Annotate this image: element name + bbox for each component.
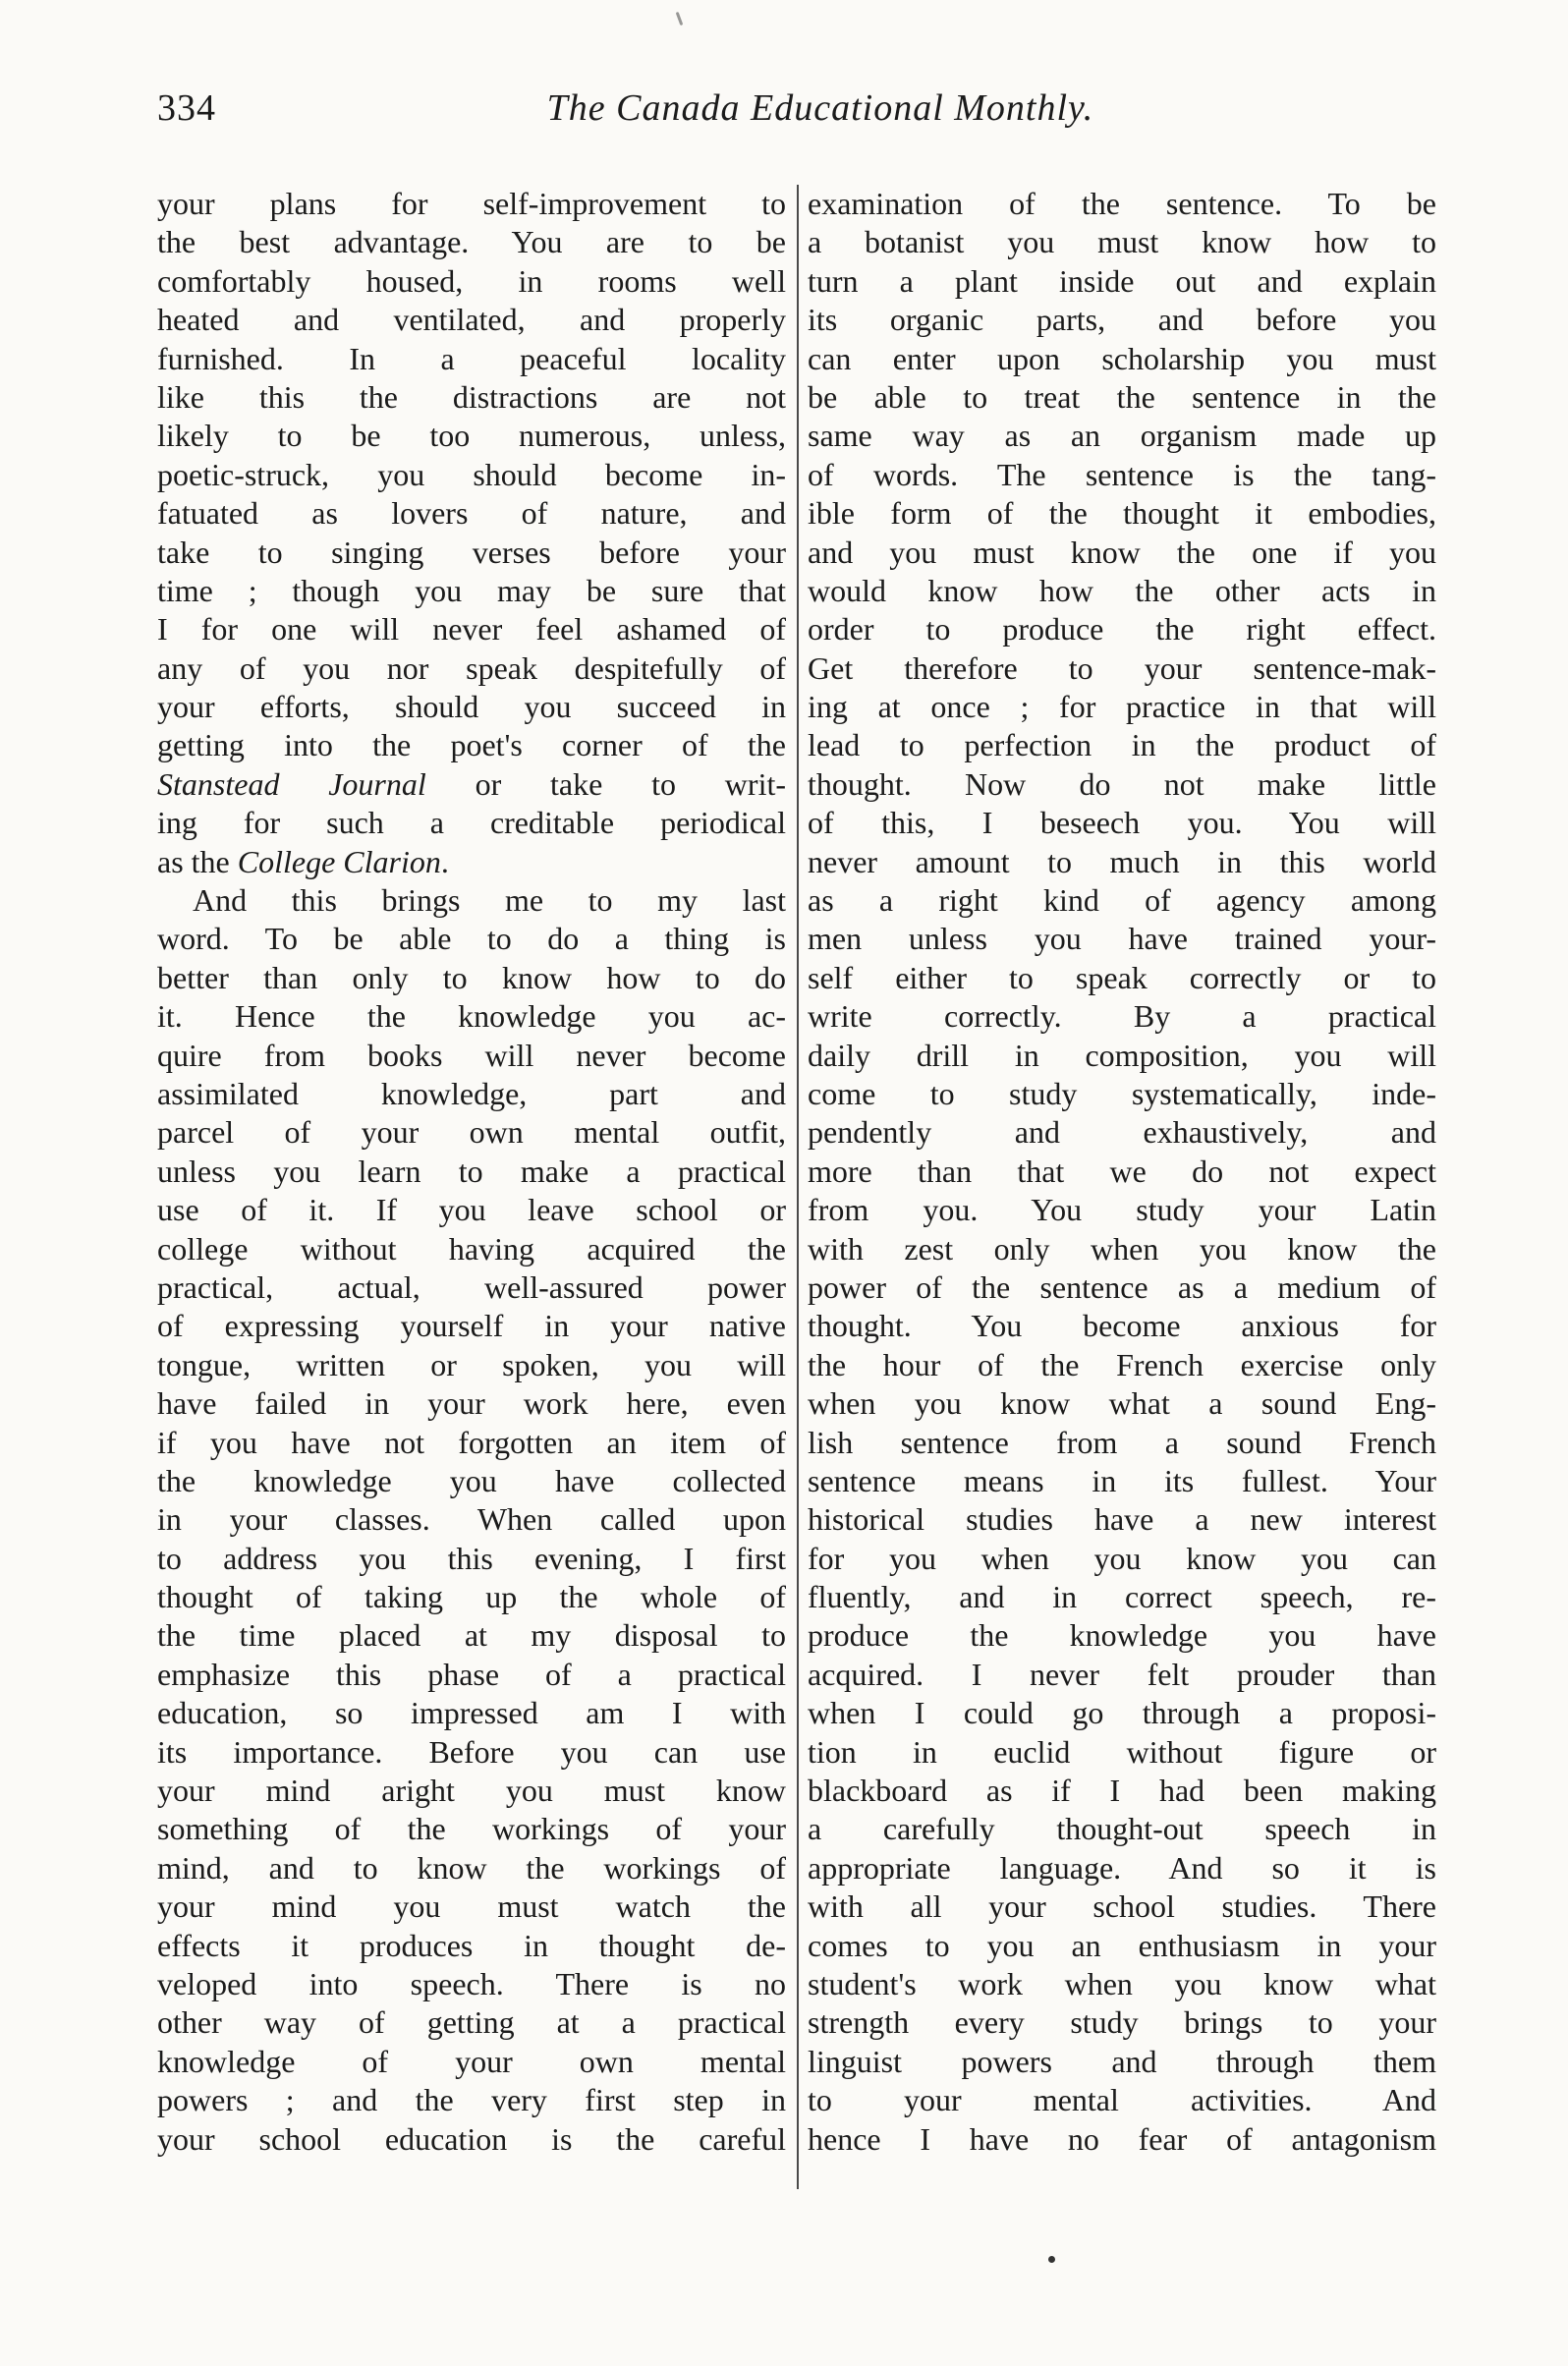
text-line: the knowledge you have collected — [157, 1462, 786, 1498]
text-line: with all your school studies. There — [808, 1888, 1436, 1925]
text-line: daily drill in composition, you will — [808, 1037, 1436, 1073]
text-line: effects it produces in thought de- — [157, 1927, 786, 1963]
text-line-part: or take to writ- — [425, 765, 786, 802]
text-line: the best advantage. You are to be — [157, 224, 786, 260]
text-line: I for one will never feel ashamed of — [157, 611, 786, 648]
text-line: practical, actual, well-assured power — [157, 1268, 786, 1305]
text-line: never amount to much in this world — [808, 843, 1436, 879]
text-line: thought of taking up the whole of — [157, 1579, 786, 1615]
text-line: other way of getting at a practical — [157, 2004, 786, 2041]
text-line: acquired. I never felt prouder than — [808, 1656, 1436, 1692]
text-line: comes to you an enthusiasm in your — [808, 1927, 1436, 1963]
text-line: of words. The sentence is the tang- — [808, 456, 1436, 492]
text-line-part: as the — [157, 843, 238, 879]
scan-speck-bottom — [1048, 2256, 1055, 2263]
text-line — [157, 843, 786, 881]
text-line: same way as an organism made up — [808, 418, 1436, 454]
text-line: assimilated knowledge, part and — [157, 1075, 786, 1111]
text-line: better than only to know how to do — [157, 959, 786, 995]
text-line: your plans for self-improvement to — [157, 186, 786, 221]
text-line: strength every study brings to your — [808, 2004, 1436, 2041]
text-line: with zest only when you know the — [808, 1230, 1436, 1267]
text-line: And this brings me to my last — [193, 882, 786, 919]
text-line: when you know what a sound Eng- — [808, 1385, 1436, 1422]
text-line: furnished. In a peaceful locality — [157, 340, 786, 376]
text-line: it. Hence the knowledge you ac- — [157, 998, 786, 1035]
text-line: a botanist you must know how to — [808, 224, 1436, 260]
text-line: write correctly. By a practical — [808, 998, 1436, 1035]
text-line: emphasize this phase of a practical — [157, 1656, 786, 1692]
text-line: order to produce the right effect. — [808, 611, 1436, 648]
text-line: its organic parts, and before you — [808, 302, 1436, 338]
text-line-part: . — [440, 843, 449, 879]
text-line: ing for such a creditable periodical — [157, 805, 786, 841]
text-line: your mind you must watch the — [157, 1888, 786, 1925]
text-line: in your classes. When called upon — [157, 1501, 786, 1538]
text-line: time ; though you may be sure that — [157, 572, 786, 608]
text-line: getting into the poet's corner of the — [157, 727, 786, 763]
text-line: tongue, written or spoken, you will — [157, 1346, 786, 1382]
text-line: powers ; and the very first step in — [157, 2082, 786, 2118]
text-line: student's work when you know what — [808, 1965, 1436, 2001]
text-line: take to singing verses before your — [157, 534, 786, 570]
text-line: word. To be able to do a thing is — [157, 921, 786, 957]
text-line: your mind aright you must know — [157, 1773, 786, 1809]
text-line: like this the distractions are not — [157, 378, 786, 415]
text-line: thought. You become anxious for — [808, 1308, 1436, 1344]
text-line: thought. Now do not make little — [808, 765, 1436, 802]
text-line: as a right kind of agency among — [808, 882, 1436, 919]
text-line: hence I have no fear of antagonism — [808, 2120, 1436, 2157]
italic-title: College Clarion — [237, 843, 441, 879]
text-line: lead to perfection in the product of — [808, 727, 1436, 763]
text-line: heated and ventilated, and properly — [157, 302, 786, 338]
page-number: 334 — [157, 87, 216, 129]
text-line: your efforts, should you succeed in — [157, 689, 786, 725]
text-line: to address you this evening, I first — [157, 1540, 786, 1576]
column-rule — [797, 185, 799, 2189]
text-line: for you when you know you can — [808, 1540, 1436, 1576]
text-line: pendently and exhaustively, and — [808, 1114, 1436, 1151]
text-line: veloped into speech. There is no — [157, 1965, 786, 2001]
text-line: likely to be too numerous, unless, — [157, 418, 786, 454]
text-line: its importance. Before you can use — [157, 1733, 786, 1770]
text-line: something of the workings of your — [157, 1811, 786, 1847]
text-line: ing at once ; for practice in that will — [808, 689, 1436, 725]
text-line: of expressing yourself in your native — [157, 1308, 786, 1344]
text-line: blackboard as if I had been making — [808, 1773, 1436, 1809]
page-header — [157, 86, 1425, 145]
text-line: historical studies have a new interest — [808, 1501, 1436, 1538]
text-line: come to study systematically, inde- — [808, 1075, 1436, 1111]
text-line: sentence means in its fullest. Your — [808, 1462, 1436, 1498]
text-line: lish sentence from a sound French — [808, 1424, 1436, 1460]
text-line: any of you nor speak despitefully of — [157, 649, 786, 686]
text-line: more than that we do not expect — [808, 1153, 1436, 1189]
text-line: the time placed at my disposal to — [157, 1617, 786, 1654]
text-line: to your mental activities. And — [808, 2082, 1436, 2118]
text-line: quire from books will never become — [157, 1037, 786, 1073]
text-line: and you must know the one if you — [808, 534, 1436, 570]
text-line: the hour of the French exercise only — [808, 1346, 1436, 1382]
text-line: have failed in your work here, even — [157, 1385, 786, 1422]
text-line: use of it. If you leave school or — [157, 1192, 786, 1228]
scan-speck-top — [676, 12, 684, 26]
text-line: produce the knowledge you have — [808, 1617, 1436, 1654]
text-line: parcel of your own mental outfit, — [157, 1114, 786, 1151]
left-column — [157, 185, 786, 2199]
text-line: unless you learn to make a practical — [157, 1153, 786, 1189]
text-line: examination of the sentence. To be — [808, 186, 1436, 221]
text-line: a carefully thought-out speech in — [808, 1811, 1436, 1847]
text-line: fluently, and in correct speech, re- — [808, 1579, 1436, 1615]
text-line: if you have not forgotten an item of — [157, 1424, 786, 1460]
text-line: self either to speak correctly or to — [808, 959, 1436, 995]
text-line — [157, 765, 786, 804]
text-line: linguist powers and through them — [808, 2043, 1436, 2079]
text-line: when I could go through a proposi- — [808, 1695, 1436, 1731]
text-line: appropriate language. And so it is — [808, 1849, 1436, 1886]
text-line: knowledge of your own mental — [157, 2043, 786, 2079]
text-line: comfortably housed, in rooms well — [157, 262, 786, 299]
italic-title: Stanstead Journal — [157, 765, 426, 802]
text-line: tion in euclid without figure or — [808, 1733, 1436, 1770]
text-line: from you. You study your Latin — [808, 1192, 1436, 1228]
text-line: mind, and to know the workings of — [157, 1849, 786, 1886]
text-line: fatuated as lovers of nature, and — [157, 495, 786, 532]
text-line: of this, I beseech you. You will — [808, 805, 1436, 841]
text-line: be able to treat the sentence in the — [808, 378, 1436, 415]
running-title: The Canada Educational Monthly. — [546, 87, 1094, 129]
text-line: men unless you have trained your- — [808, 921, 1436, 957]
text-line: poetic-struck, you should become in- — [157, 456, 786, 492]
text-line: turn a plant inside out and explain — [808, 262, 1436, 299]
text-line: your school education is the careful — [157, 2120, 786, 2157]
text-line: power of the sentence as a medium of — [808, 1268, 1436, 1305]
right-column — [808, 185, 1436, 2199]
text-line: education, so impressed am I with — [157, 1695, 786, 1731]
text-line: would know how the other acts in — [808, 572, 1436, 608]
text-line: college without having acquired the — [157, 1230, 786, 1267]
text-line: Get therefore to your sentence-mak- — [808, 649, 1436, 686]
text-line: can enter upon scholarship you must — [808, 340, 1436, 376]
text-line: ible form of the thought it embodies, — [808, 495, 1436, 532]
text-columns — [157, 185, 1436, 2199]
